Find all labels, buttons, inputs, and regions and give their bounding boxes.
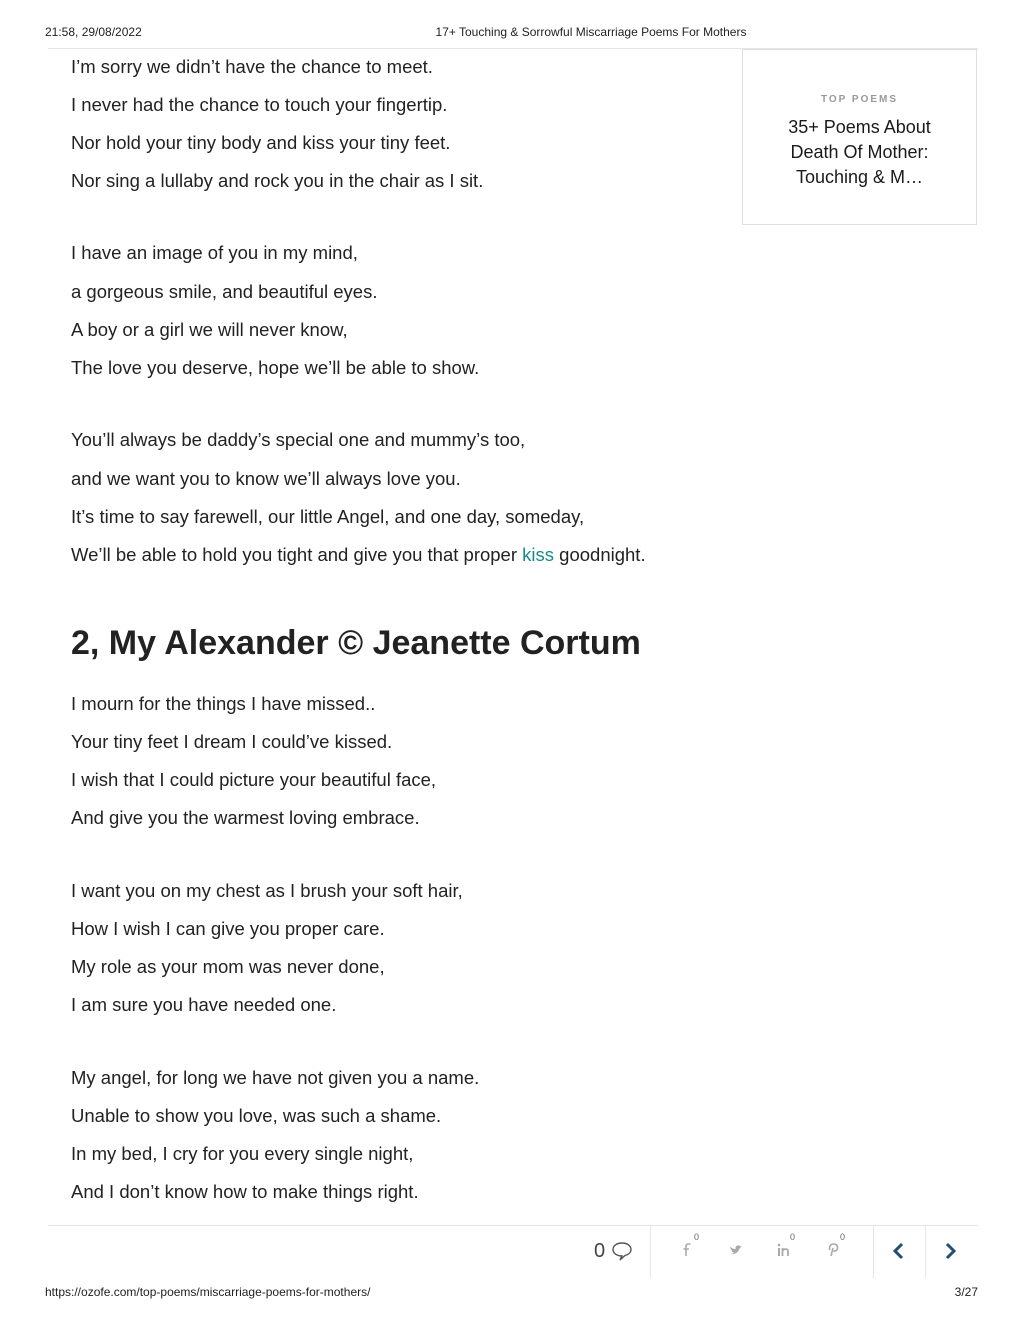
top-poems-link[interactable]: 35+ Poems About Death Of Mother: Touching & M… xyxy=(788,117,931,187)
poem-line: A boy or a girl we will never know, xyxy=(71,319,348,340)
print-datetime: 21:58, 29/08/2022 xyxy=(45,25,142,39)
facebook-icon xyxy=(680,1242,694,1258)
linkedin-count: 0 xyxy=(790,1232,796,1242)
nav-divider xyxy=(873,1226,874,1278)
poem-line: a gorgeous smile, and beautiful eyes. xyxy=(71,281,378,302)
top-poems-label: TOP POEMS xyxy=(820,94,899,105)
poem-line: Unable to show you love, was such a shame. xyxy=(71,1105,442,1126)
poem-line: How I wish I can give you proper care. xyxy=(71,918,385,939)
poem-line: I mourn for the things I have missed.. xyxy=(71,693,376,714)
poem-line: Nor sing a lullaby and rock you in the chair as I sit. xyxy=(71,170,484,191)
poem-heading: 2, My Alexander © Jeanette Cortum xyxy=(71,624,641,662)
twitter-share[interactable] xyxy=(728,1242,746,1263)
poem-line: I wish that I could picture your beautiful face, xyxy=(71,769,437,790)
poem-line: My angel, for long we have not given you a name. xyxy=(71,1067,480,1088)
poem-line: Your tiny feet I dream I could’ve kissed. xyxy=(71,731,393,752)
poem-line: The love you deserve, hope we’ll be able to show. xyxy=(71,357,480,378)
print-page-title: 17+ Touching & Sorrowful Miscarriage Poems For Mothers xyxy=(435,25,747,39)
poem-line: I have an image of you in my mind, xyxy=(71,242,358,263)
linkedin-share[interactable] xyxy=(776,1232,796,1263)
chevron-right-icon xyxy=(941,1240,959,1262)
poem-line: It’s time to say farewell, our little Angel, and one day, someday, xyxy=(71,506,585,527)
poem-line: You’ll always be daddy’s special one and mummy’s too, xyxy=(71,429,526,450)
facebook-count: 0 xyxy=(694,1232,700,1242)
chevron-left-icon xyxy=(890,1240,908,1262)
poem-line: And I don’t know how to make things right. xyxy=(71,1181,419,1202)
print-footer xyxy=(0,1285,1024,1301)
poem-line: My role as your mom was never done, xyxy=(71,956,385,977)
previous-button[interactable] xyxy=(890,1240,908,1267)
next-button[interactable] xyxy=(941,1240,959,1267)
poem-line: And give you the warmest loving embrace. xyxy=(71,807,420,828)
pinterest-icon xyxy=(826,1242,840,1258)
poem-line: I want you on my chest as I brush your soft hair, xyxy=(71,880,463,901)
share-divider xyxy=(650,1226,651,1278)
top-poems-card[interactable] xyxy=(742,49,977,225)
print-url: https://ozofe.com/top-poems/miscarriage-poems-for-mothers/ xyxy=(45,1285,371,1299)
share-bar xyxy=(48,1226,978,1278)
poem-line: I am sure you have needed one. xyxy=(71,994,337,1015)
pinterest-share[interactable] xyxy=(826,1232,846,1263)
poem-line: and we want you to know we’ll always love you. xyxy=(71,468,461,489)
poem-line: I’m sorry we didn’t have the chance to meet. xyxy=(71,56,433,77)
comment-count[interactable]: 0 xyxy=(594,1240,606,1262)
kiss-link[interactable]: kiss xyxy=(522,544,555,565)
print-header xyxy=(0,25,1024,41)
facebook-share[interactable] xyxy=(680,1232,700,1263)
poem-line-text: goodnight. xyxy=(554,544,646,565)
poem-line: In my bed, I cry for you every single night, xyxy=(71,1143,414,1164)
linkedin-icon xyxy=(776,1242,790,1258)
pinterest-count: 0 xyxy=(840,1232,846,1242)
poem-line-with-link xyxy=(71,544,646,566)
twitter-icon xyxy=(728,1242,746,1258)
print-page-number: 3/27 xyxy=(954,1285,978,1299)
nav-divider xyxy=(925,1226,926,1278)
poem-line: Nor hold your tiny body and kiss your tiny feet. xyxy=(71,132,451,153)
poem-line: I never had the chance to touch your fingertip. xyxy=(71,94,448,115)
comment-icon[interactable] xyxy=(611,1240,633,1267)
poem-line-text: We’ll be able to hold you tight and give you that proper xyxy=(71,544,523,565)
